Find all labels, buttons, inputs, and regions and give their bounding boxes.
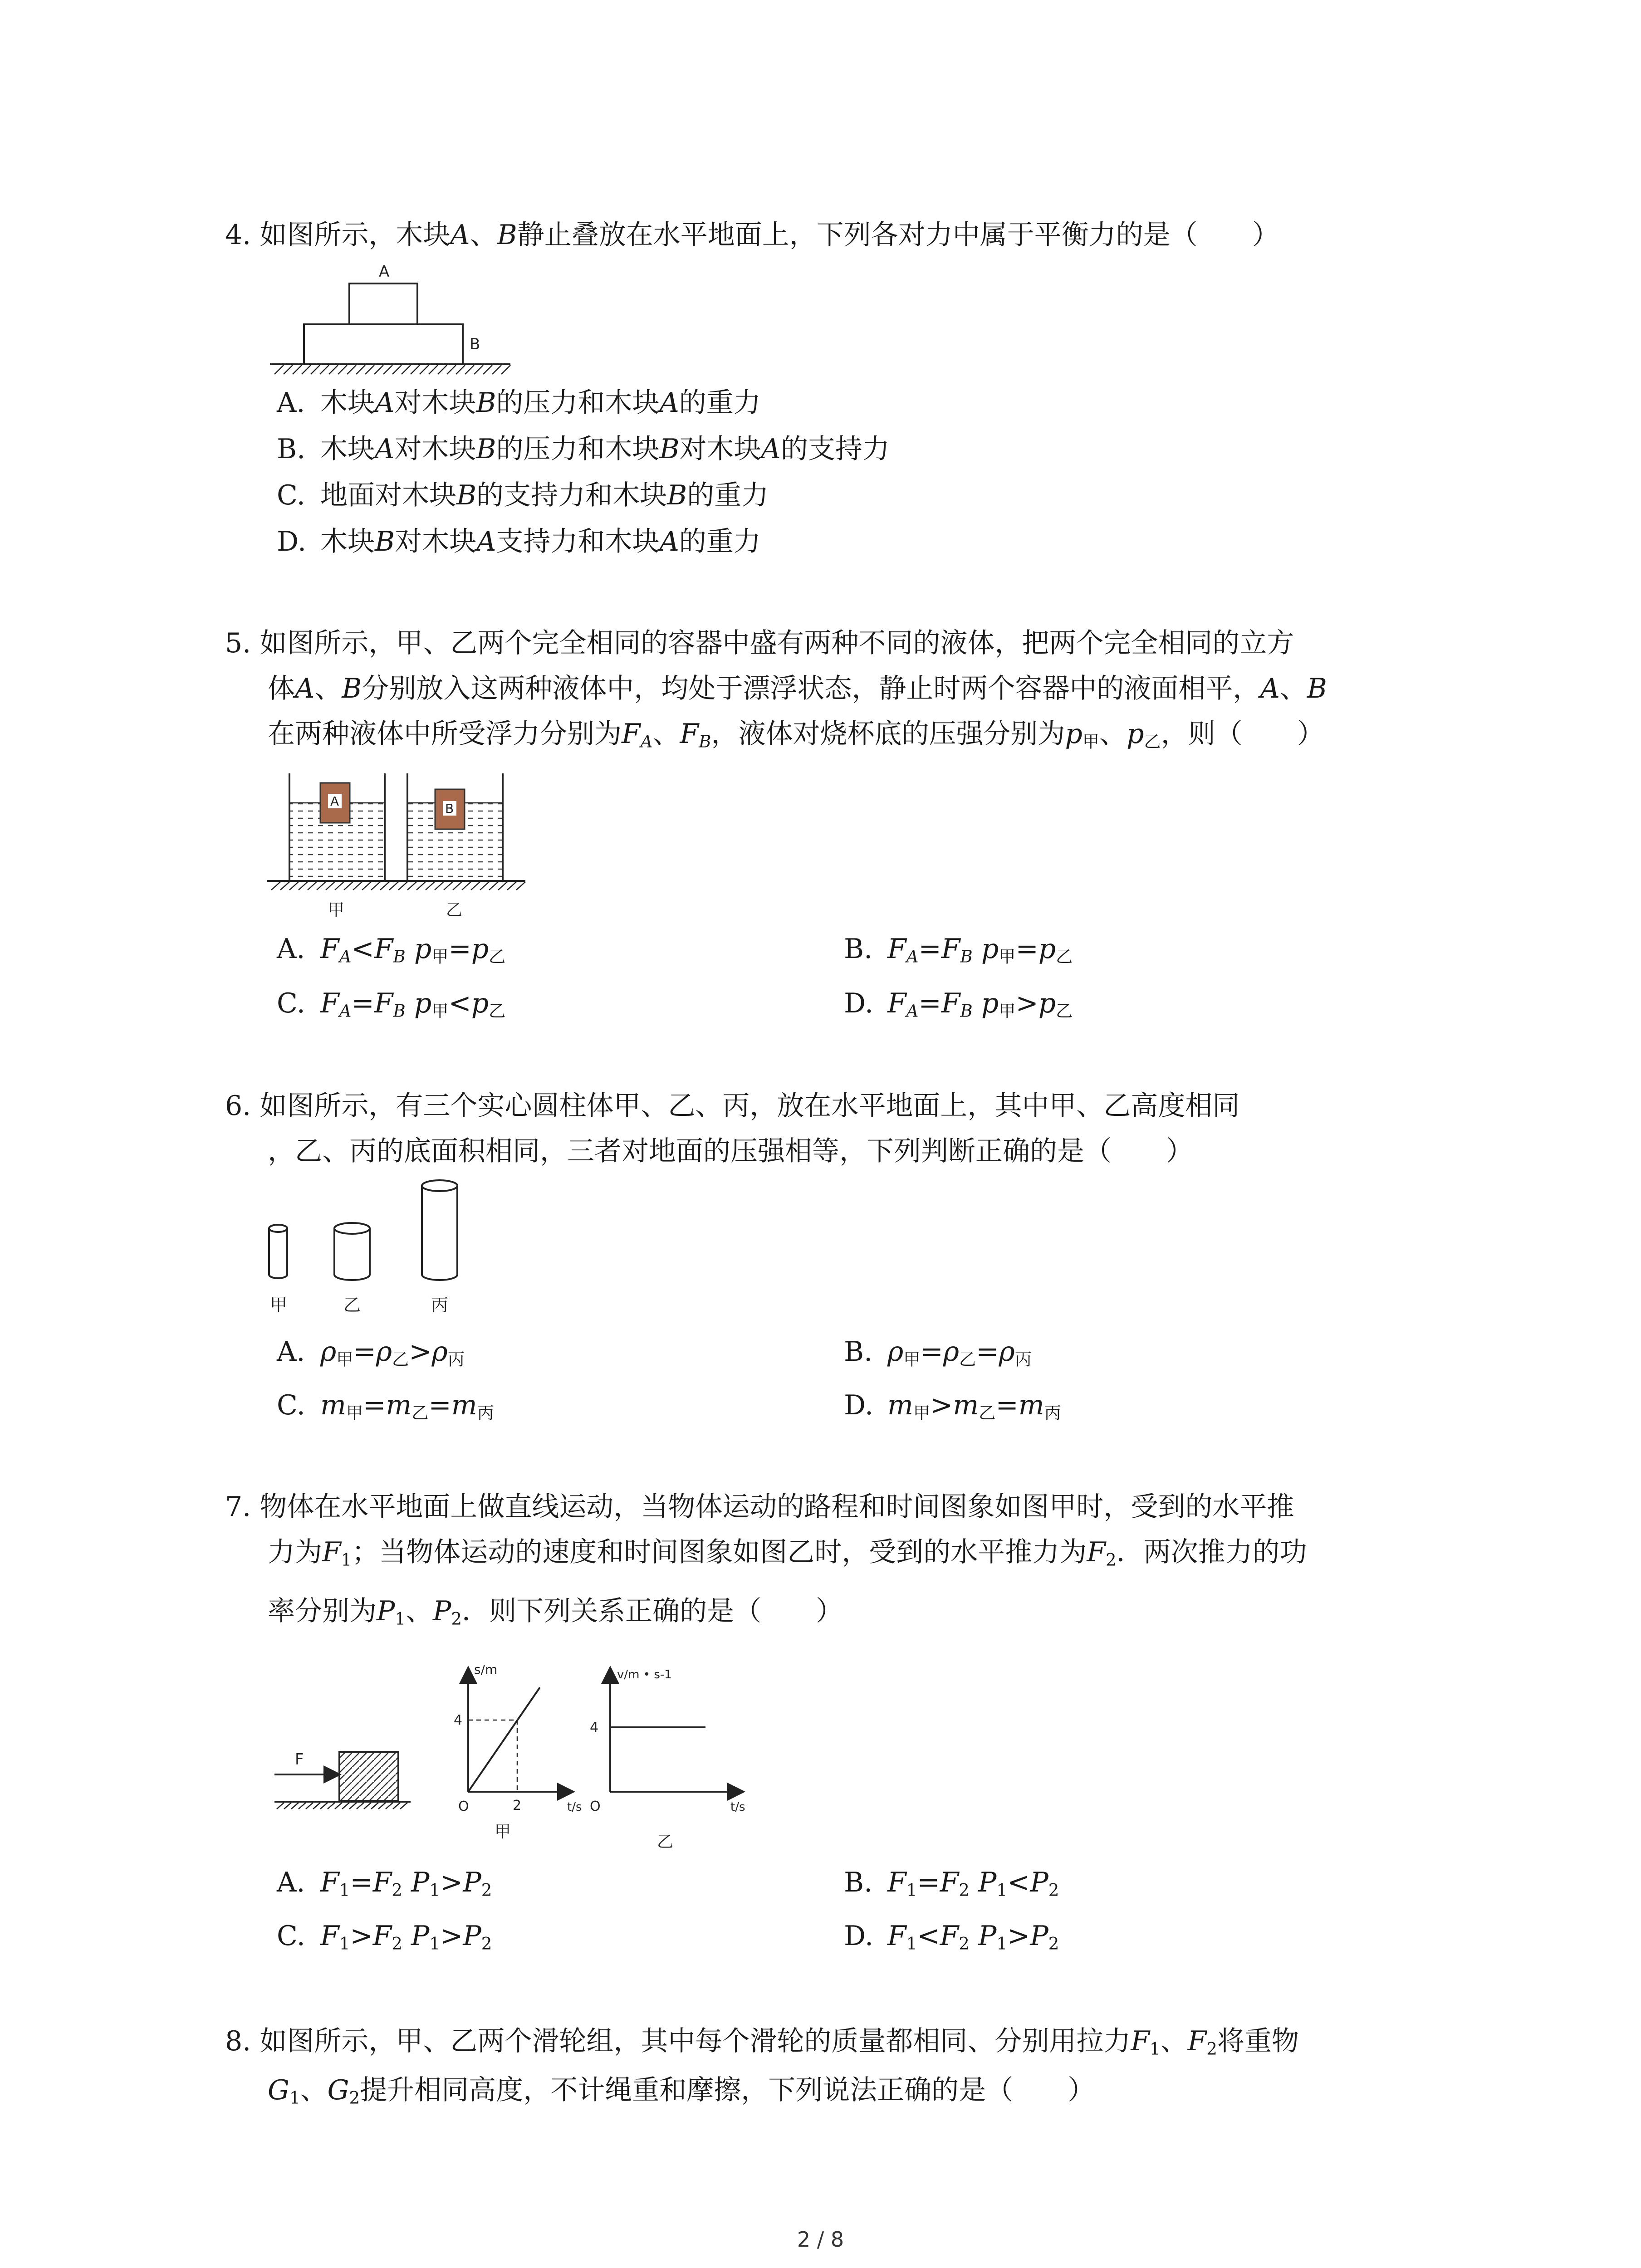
q7-g2-ylabel: v/m • s-1 [617,1668,672,1681]
q7-option-d[interactable]: D. $F_1<F_2$ $P_1>P_2$ [844,1920,1059,1954]
question-7-line-3: 率分别为$P_1$、$P_2$．则下列关系正确的是（ ） [268,1595,843,1629]
question-4-stem: 4. 如图所示，木块A、B静止叠放在水平地面上，下列各对力中属于平衡力的是（ ） [225,219,1279,251]
question-7-line-1: 7. 物体在水平地面上做直线运动，当物体运动的路程和时间图象如图甲时，受到的水平推 [225,1491,1294,1523]
q6-option-a[interactable]: A. $\rho_甲=\rho_乙>\rho_丙$ [277,1336,465,1369]
question-5-line-2: 体A、B分别放入这两种液体中，均处于漂浮状态，静止时两个容器中的液面相平，A、B [268,673,1327,704]
q4-label-a: A [379,263,390,281]
q6-label-jia: 甲 [270,1295,288,1315]
page-number: 2 / 8 [797,2227,844,2252]
q4-option-a[interactable]: A. 木块A对木块B的压力和木块A的重力 [277,387,761,419]
q5-option-b[interactable]: B. $F_A=F_B$ $p_甲=p_乙$ [844,933,1073,967]
question-8-line-2: $G_1$、$G_2$提升相同高度，不计绳重和摩擦，下列说法正确的是（ ） [268,2074,1095,2108]
q7-g2-origin: O [590,1799,601,1814]
q5-block-a-label: A [330,794,339,809]
q4-option-b[interactable]: B. 木块A对木块B的压力和木块B对木块A的支持力 [277,433,890,465]
q7-g1-ylabel: s/m [474,1662,498,1677]
q6-option-b[interactable]: B. $\rho_甲=\rho_乙=\rho_丙$ [844,1336,1032,1369]
q4-option-c[interactable]: C. 地面对木块B的支持力和木块B的重力 [277,479,769,511]
question-8-line-1: 8. 如图所示，甲、乙两个滑轮组，其中每个滑轮的质量都相同、分别用拉力$F_1$、$F_2$将重物 [225,2025,1299,2059]
q7-option-a[interactable]: A. $F_1=F_2$ $P_1>P_2$ [277,1867,492,1900]
q6-label-yi: 乙 [343,1295,361,1315]
question-6-line-1: 6. 如图所示，有三个实心圆柱体甲、乙、丙，放在水平地面上，其中甲、乙高度相同 [225,1090,1240,1122]
q7-g2-xlabel: t/s [730,1800,745,1814]
q7-g1-origin: O [458,1799,469,1814]
q7-g1-xlabel: t/s [567,1800,582,1814]
q7-figure [272,1651,762,1851]
q6-cylinders-figure [261,1179,497,1315]
q5-left-label: 甲 [328,901,345,919]
q7-option-b[interactable]: B. $F_1=F_2$ $P_1<P_2$ [844,1867,1059,1900]
q6-label-bing: 丙 [431,1295,449,1315]
question-7-line-2: 力为$F_1$；当物体运动的速度和时间图象如图乙时，受到的水平推力为$F_2$．两次推力的功 [268,1536,1307,1570]
q4-label-b: B [470,335,480,353]
q7-g1-ytick: 4 [454,1712,463,1728]
q5-option-d[interactable]: D. $F_A=F_B$ $p_甲>p_乙$ [844,987,1073,1021]
q6-option-c[interactable]: C. $m_甲=m_乙=m_丙$ [277,1389,494,1423]
q7-g2-ytick: 4 [590,1720,599,1735]
question-5-line-1: 5. 如图所示，甲、乙两个完全相同的容器中盛有两种不同的液体，把两个完全相同的立方 [225,627,1294,659]
q5-option-a[interactable]: A. $F_A<F_B$ $p_甲=p_乙$ [277,933,506,967]
q5-containers-figure [267,771,534,921]
q7-g1-name: 甲 [495,1823,511,1841]
question-5-line-3: 在两种液体中所受浮力分别为$F_A$、$F_B$，液体对烧杯底的压强分别为$p_甲$、$p_乙$，则（ ） [268,718,1324,752]
q7-force-label: F [295,1750,304,1769]
q4-option-d[interactable]: D. 木块B对木块A支持力和木块A的重力 [277,526,761,557]
q5-right-label: 乙 [446,901,463,919]
q7-g2-name: 乙 [657,1833,674,1851]
q7-option-c[interactable]: C. $F_1>F_2$ $P_1>P_2$ [277,1920,492,1954]
q5-option-c[interactable]: C. $F_A=F_B$ $p_甲<p_乙$ [277,987,506,1021]
q7-g1-xtick: 2 [513,1798,522,1813]
q6-option-d[interactable]: D. $m_甲>m_乙=m_丙$ [844,1389,1061,1423]
q5-block-b-label: B [445,801,454,816]
question-6-line-2: ，乙、丙的底面积相同，三者对地面的压强相等，下列判断正确的是（ ） [268,1135,1193,1167]
q4-blocks-figure [270,263,524,376]
